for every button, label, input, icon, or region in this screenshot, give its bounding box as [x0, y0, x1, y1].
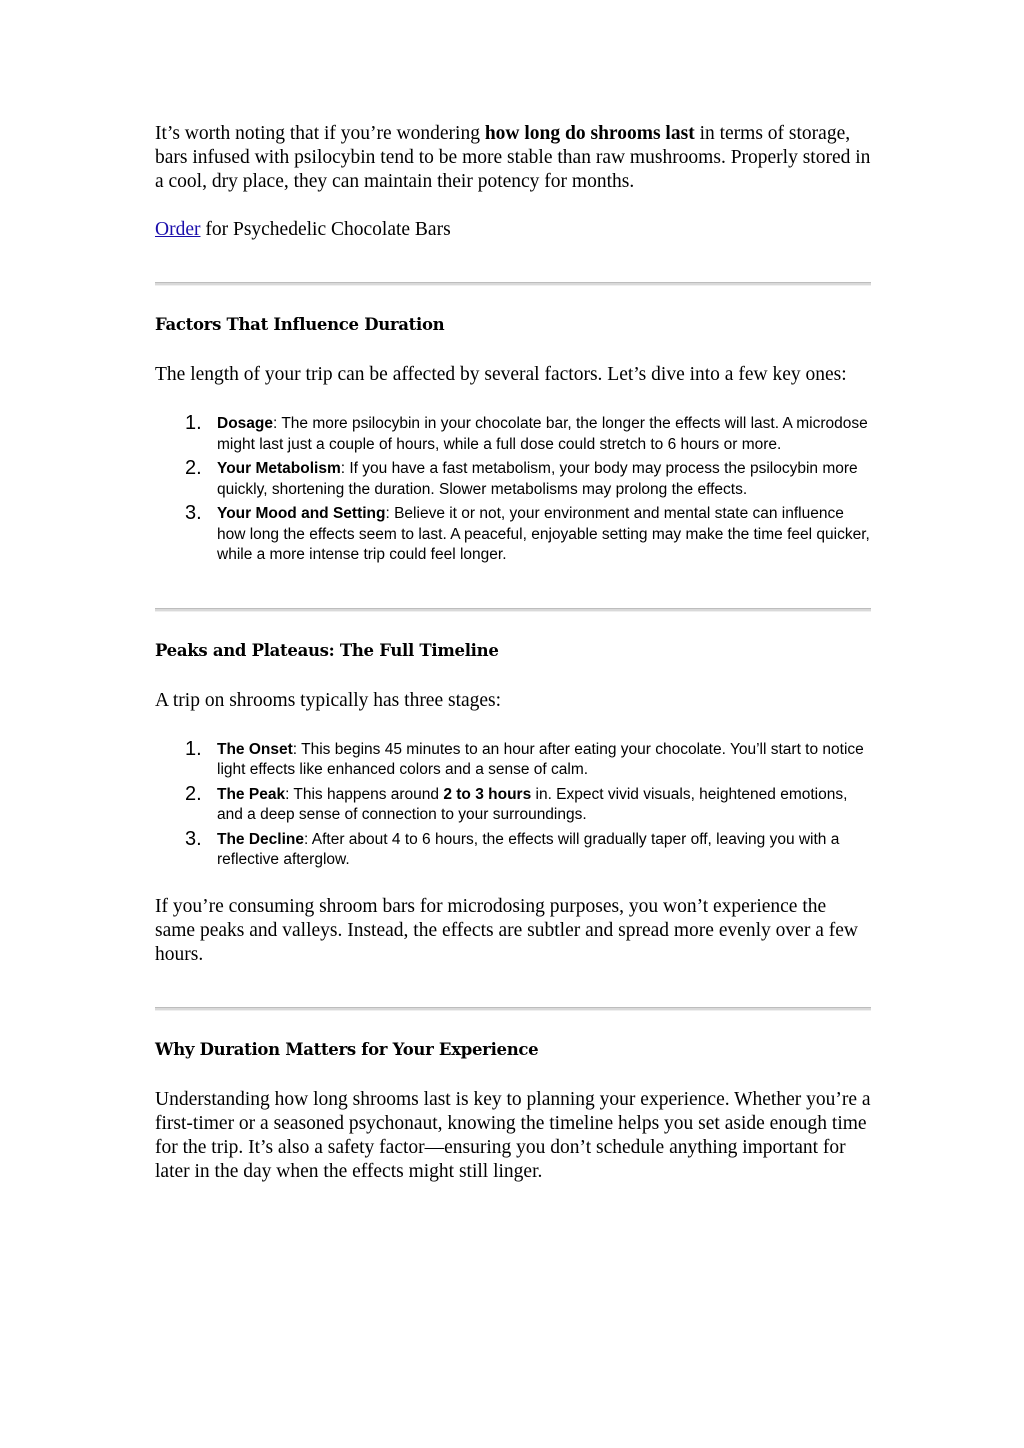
- timeline-lead-paragraph: A trip on shrooms typically has three stages:: [155, 689, 502, 711]
- list-item: 1. The Onset: This begins 45 minutes to an hour after eating your chocolate. You’ll start to notice light effects like enhanced colors and a sense of calm.: [185, 737, 864, 778]
- list-item: 3. The Decline: After about 4 to 6 hours, the effects will gradually taper off, leaving you with a reflective afterglow.: [185, 827, 840, 868]
- list-item: 2. The Peak: This happens around 2 to 3 hours in. Expect vivid visuals, heightened emotions, and a deep sense of connection to your surroundings.: [185, 782, 848, 823]
- why-duration-paragraph: Understanding how long shrooms last is key to planning your experience. Whether you’re a first-timer or a seasoned psychonaut, knowing the timeline helps you set aside enough time for the trip. It’s also a safety factor—ensuring you don’t schedule anything important for later in the day when the effects might still linger.: [155, 1088, 871, 1182]
- list-item: 3. Your Mood and Setting: Believe it or not, your environment and mental state can influence how long the effects seem to last. A peaceful, enjoyable setting may make the time feel quicker, while a more intense trip could feel longer.: [185, 502, 870, 563]
- factors-lead-paragraph: The length of your trip can be affected by several factors. Let’s dive into a few key ones:: [155, 364, 847, 385]
- list-item: 1. Dosage: The more psilocybin in your chocolate bar, the longer the effects will last. A microdose might last just a couple of hours, while a full dose could stretch to 6 hours or more.: [185, 412, 868, 453]
- list-item: 2. Your Metabolism: If you have a fast metabolism, your body may process the psilocybin more quickly, shortening the duration. Slower metabolisms may prolong the effects.: [185, 457, 858, 498]
- section-heading-why-duration: Why Duration Matters for Your Experience: [155, 1039, 539, 1059]
- order-link[interactable]: Order: [155, 219, 201, 240]
- order-line: Order for Psychedelic Chocolate Bars: [155, 219, 451, 240]
- microdosing-paragraph: If you’re consuming shroom bars for microdosing purposes, you won’t experience the same peaks and valleys. Instead, the effects are subtler and spread more evenly over a few hours.: [155, 895, 858, 965]
- document-body: [155, 122, 871, 1184]
- section-heading-timeline: Peaks and Plateaus: The Full Timeline: [155, 640, 499, 660]
- factors-list: [155, 414, 871, 566]
- section-heading-factors: Factors That Influence Duration: [155, 315, 445, 334]
- intro-bold-phrase: how long do shrooms last: [484, 123, 695, 144]
- timeline-list: [155, 737, 871, 871]
- intro-paragraph: It’s worth noting that if you’re wondering how long do shrooms last in terms of storage, bars infused with psilocybin tend to be more stable than raw mushrooms. Properly stored in a cool, dry place, they can maintain their potency for months.: [155, 123, 871, 192]
